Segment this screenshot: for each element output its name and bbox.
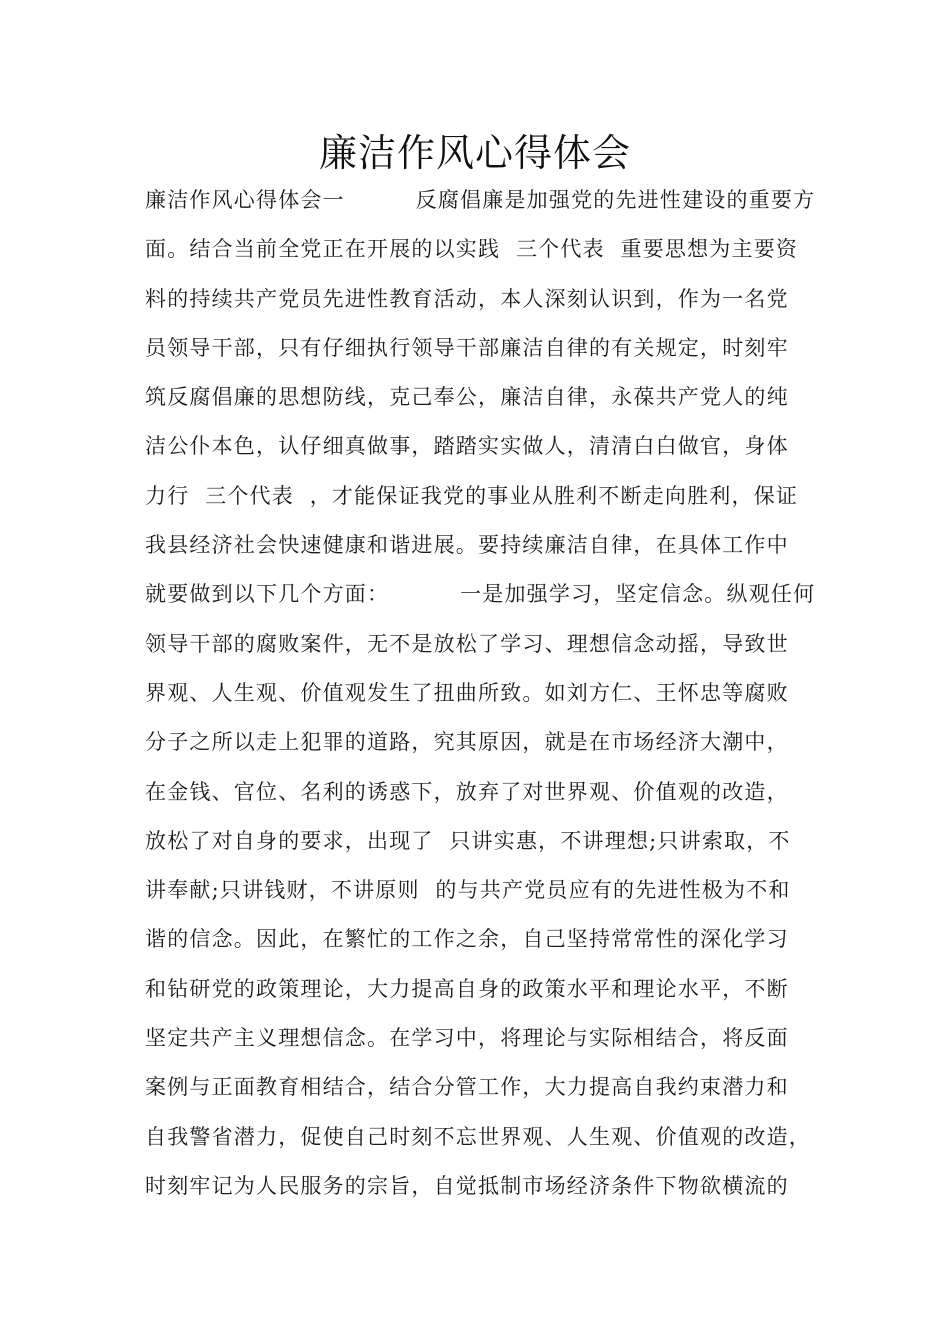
body-line: 面。结合当前全党正在开展的以实践 三个代表 重要思想为主要资: [145, 237, 799, 262]
body-line: 谐的信念。因此，在繁忙的工作之余，自己坚持常常性的深化学习: [145, 927, 789, 952]
body-line: 自我警省潜力，促使自己时刻不忘世界观、人生观、价值观的改造，: [145, 1124, 811, 1149]
body-line: 我县经济社会快速健康和谐进展。要持续廉洁自律，在具体工作中: [145, 533, 789, 558]
body-line: 员领导干部，只有仔细执行领导干部廉洁自律的有关规定，时刻牢: [145, 335, 789, 360]
body-line: 和钻研党的政策理论，大力提高自身的政策水平和理论水平，不断: [145, 976, 789, 1001]
body-line: 廉洁作风心得体会一 反腐倡廉是加强党的先进性建设的重要方: [145, 188, 816, 212]
body-line: 领导干部的腐败案件，无不是放松了学习、理想信念动摇，导致世: [145, 631, 789, 656]
body-line: 界观、人生观、价值观发生了扭曲所致。如刘方仁、王怀忠等腐败: [145, 680, 789, 705]
body-line: 分子之所以走上犯罪的道路，究其原因，就是在市场经济大潮中，: [145, 730, 789, 755]
body-line: 讲奉献;只讲钱财，不讲原则 的与共产党员应有的先进性极为不和: [145, 878, 791, 903]
body-line: 案例与正面教育相结合，结合分管工作，大力提高自我约束潜力和: [145, 1075, 789, 1100]
body-line: 时刻牢记为人民服务的宗旨，自觉抵制市场经济条件下物欲横流的: [145, 1173, 789, 1198]
body-line: 筑反腐倡廉的思想防线，克己奉公，廉洁自律，永葆共产党人的纯: [145, 385, 789, 410]
document-title: 廉洁作风心得体会: [318, 131, 631, 175]
body-line: 在金钱、官位、名利的诱惑下，放弃了对世界观、价值观的改造，: [145, 779, 789, 804]
document-body: [145, 180, 845, 1215]
body-line: 坚定共产主义理想信念。在学习中，将理论与实际相结合，将反面: [145, 1026, 789, 1051]
body-line: 放松了对自身的要求，出现了 只讲实惠，不讲理想;只讲索取，不: [145, 828, 791, 853]
body-line: 就要做到以下几个方面： 一是加强学习，坚定信念。纵观任何: [145, 582, 816, 607]
body-line: 料的持续共产党员先进性教育活动，本人深刻认识到，作为一名党: [145, 286, 789, 311]
body-line: 洁公仆本色，认仔细真做事，踏踏实实做人，清清白白做官，身体: [145, 434, 789, 459]
body-line: 力行 三个代表 ，才能保证我党的事业从胜利不断走向胜利，保证: [145, 483, 799, 508]
